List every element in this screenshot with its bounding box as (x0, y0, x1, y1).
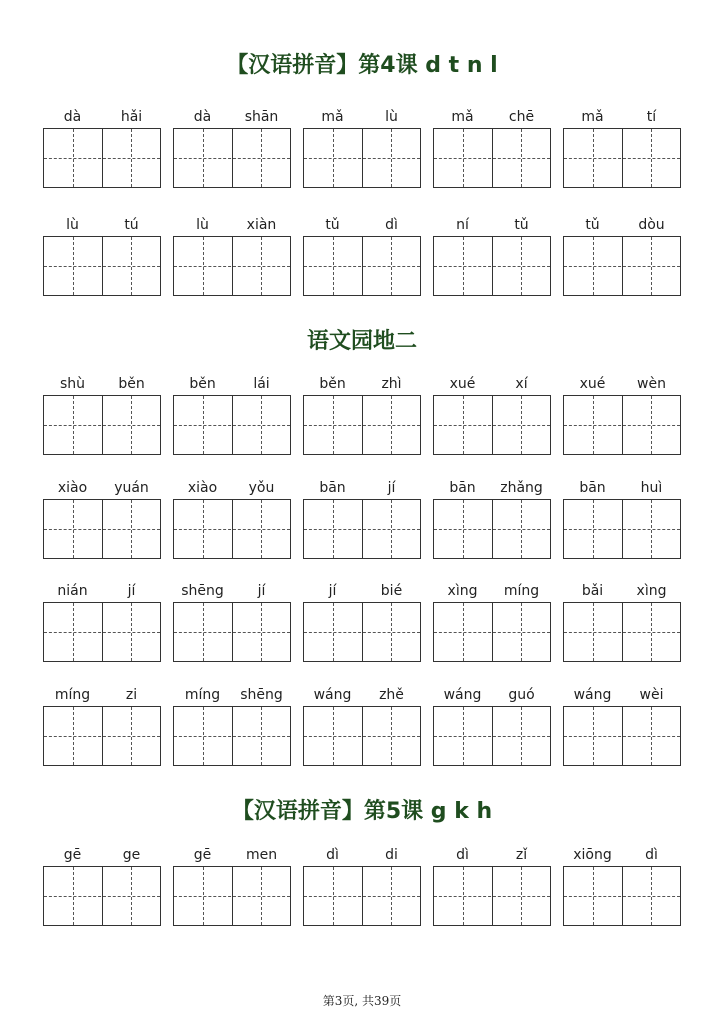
grid-guide-vertical (391, 396, 392, 454)
grid-guide-horizontal (44, 529, 160, 530)
grid-guide-vertical (73, 603, 74, 661)
pinyin-label: zhì (381, 376, 402, 392)
pinyin-label: lù (385, 109, 398, 125)
writing-grid[interactable] (43, 499, 161, 559)
grid-guide-vertical (73, 396, 74, 454)
pinyin-label: ní (456, 217, 469, 233)
section-title: 【汉语拼音】第4课 d t n l (226, 53, 498, 78)
exercise-row (0, 108, 724, 198)
grid-guide-vertical (391, 867, 392, 925)
grid-guide-horizontal (564, 266, 680, 267)
pinyin-label: xué (579, 376, 606, 392)
grid-guide-vertical (593, 129, 594, 187)
pinyin-label: běn (319, 376, 346, 392)
pinyin-label: wáng (443, 687, 482, 703)
grid-guide-vertical (651, 396, 652, 454)
writing-grid[interactable] (303, 602, 421, 662)
grid-guide-vertical (463, 396, 464, 454)
writing-grid[interactable] (303, 395, 421, 455)
grid-guide-horizontal (44, 266, 160, 267)
word-group (303, 479, 421, 569)
grid-guide-vertical (261, 129, 262, 187)
pinyin-label: zi (125, 687, 138, 703)
grid-guide-vertical (261, 603, 262, 661)
word-group (433, 479, 551, 569)
pinyin-label: xiōng (573, 847, 612, 863)
pinyin-label: wáng (573, 687, 612, 703)
grid-guide-vertical (261, 707, 262, 765)
pinyin-label: shù (59, 376, 86, 392)
grid-guide-horizontal (174, 896, 290, 897)
grid-guide-horizontal (564, 529, 680, 530)
grid-guide-vertical (521, 867, 522, 925)
writing-grid[interactable] (303, 499, 421, 559)
grid-guide-vertical (333, 603, 334, 661)
writing-grid[interactable] (43, 706, 161, 766)
grid-guide-vertical (131, 867, 132, 925)
pinyin-label: lái (253, 376, 270, 392)
grid-guide-vertical (261, 396, 262, 454)
exercise-row (0, 846, 724, 936)
grid-guide-vertical (463, 707, 464, 765)
word-group (173, 582, 291, 672)
word-group (173, 216, 291, 306)
grid-guide-horizontal (44, 632, 160, 633)
writing-grid[interactable] (563, 395, 681, 455)
grid-guide-vertical (651, 129, 652, 187)
grid-guide-vertical (203, 707, 204, 765)
pinyin-label: guó (508, 687, 535, 703)
grid-guide-horizontal (44, 425, 160, 426)
pinyin-label: yǒu (248, 480, 275, 496)
word-group (433, 686, 551, 776)
grid-guide-vertical (463, 500, 464, 558)
pinyin-label: dì (385, 217, 398, 233)
grid-guide-vertical (521, 500, 522, 558)
pinyin-label: bān (579, 480, 606, 496)
exercise-row (0, 686, 724, 776)
grid-guide-horizontal (564, 896, 680, 897)
grid-guide-vertical (131, 237, 132, 295)
writing-grid[interactable] (303, 706, 421, 766)
grid-guide-vertical (651, 237, 652, 295)
writing-grid[interactable] (173, 706, 291, 766)
pinyin-label: bān (319, 480, 346, 496)
pinyin-label: tí (646, 109, 657, 125)
pinyin-label: chē (508, 109, 535, 125)
pinyin-label: míng (184, 687, 221, 703)
grid-guide-vertical (203, 867, 204, 925)
grid-guide-vertical (203, 237, 204, 295)
pinyin-label: míng (54, 687, 91, 703)
word-group (433, 375, 551, 465)
writing-grid[interactable] (433, 395, 551, 455)
writing-grid[interactable] (563, 236, 681, 296)
writing-grid[interactable] (303, 128, 421, 188)
grid-guide-horizontal (434, 736, 550, 737)
grid-guide-horizontal (564, 632, 680, 633)
grid-guide-vertical (521, 396, 522, 454)
grid-guide-vertical (203, 129, 204, 187)
grid-guide-vertical (73, 867, 74, 925)
grid-guide-horizontal (564, 736, 680, 737)
pinyin-label: zhě (379, 687, 404, 703)
grid-guide-vertical (131, 129, 132, 187)
pinyin-label: zhǎng (500, 480, 543, 496)
grid-guide-vertical (391, 707, 392, 765)
grid-guide-vertical (593, 237, 594, 295)
grid-guide-horizontal (434, 632, 550, 633)
word-group (173, 375, 291, 465)
grid-guide-vertical (651, 867, 652, 925)
pinyin-label: dì (456, 847, 469, 863)
grid-guide-vertical (203, 500, 204, 558)
pinyin-label: lù (196, 217, 209, 233)
writing-grid[interactable] (43, 128, 161, 188)
pinyin-label: bié (380, 583, 403, 599)
grid-guide-horizontal (174, 632, 290, 633)
writing-grid[interactable] (173, 128, 291, 188)
pinyin-label: tǔ (585, 217, 600, 233)
pinyin-label: běn (189, 376, 216, 392)
grid-guide-vertical (261, 237, 262, 295)
writing-grid[interactable] (173, 602, 291, 662)
pinyin-label: shēng (181, 583, 224, 599)
writing-grid[interactable] (433, 706, 551, 766)
pinyin-label: wáng (313, 687, 352, 703)
page-footer: 第3页, 共39页 (322, 994, 402, 1008)
pinyin-label: huì (640, 480, 663, 496)
pinyin-label: tǔ (514, 217, 529, 233)
word-group (563, 582, 681, 672)
word-group (43, 375, 161, 465)
pinyin-label: jí (328, 583, 337, 599)
pinyin-label: mǎ (321, 109, 344, 125)
word-group (173, 686, 291, 776)
grid-guide-vertical (463, 867, 464, 925)
pinyin-label: xiàn (246, 217, 277, 233)
pinyin-label: xí (515, 376, 528, 392)
word-group (303, 108, 421, 198)
grid-guide-horizontal (304, 896, 420, 897)
word-group (43, 108, 161, 198)
writing-grid[interactable] (173, 236, 291, 296)
grid-guide-horizontal (434, 425, 550, 426)
word-group (43, 582, 161, 672)
word-group (43, 686, 161, 776)
word-group (563, 375, 681, 465)
word-group (433, 582, 551, 672)
grid-guide-horizontal (304, 632, 420, 633)
grid-guide-vertical (73, 500, 74, 558)
grid-guide-vertical (651, 500, 652, 558)
word-group (173, 108, 291, 198)
writing-grid[interactable] (303, 236, 421, 296)
pinyin-label: jí (127, 583, 136, 599)
writing-grid[interactable] (433, 499, 551, 559)
pinyin-label: dà (63, 109, 82, 125)
grid-guide-vertical (593, 867, 594, 925)
grid-guide-horizontal (174, 529, 290, 530)
writing-grid[interactable] (433, 602, 551, 662)
grid-guide-horizontal (304, 529, 420, 530)
pinyin-label: ge (122, 847, 141, 863)
grid-guide-vertical (131, 603, 132, 661)
writing-grid[interactable] (43, 602, 161, 662)
grid-guide-horizontal (174, 425, 290, 426)
pinyin-label: dòu (638, 217, 665, 233)
word-group (303, 686, 421, 776)
pinyin-label: jí (257, 583, 266, 599)
grid-guide-vertical (131, 500, 132, 558)
grid-guide-vertical (203, 603, 204, 661)
grid-guide-vertical (73, 707, 74, 765)
pinyin-label: xiào (187, 480, 218, 496)
grid-guide-horizontal (564, 158, 680, 159)
grid-guide-vertical (73, 237, 74, 295)
writing-grid[interactable] (563, 706, 681, 766)
writing-grid[interactable] (433, 128, 551, 188)
grid-guide-vertical (521, 237, 522, 295)
grid-guide-horizontal (434, 158, 550, 159)
pinyin-label: dì (326, 847, 339, 863)
grid-guide-horizontal (174, 736, 290, 737)
pinyin-label: míng (503, 583, 540, 599)
grid-guide-horizontal (304, 266, 420, 267)
pinyin-label: xìng (447, 583, 478, 599)
grid-guide-horizontal (44, 158, 160, 159)
grid-guide-vertical (73, 129, 74, 187)
writing-grid[interactable] (563, 602, 681, 662)
grid-guide-vertical (333, 867, 334, 925)
pinyin-label: mǎ (451, 109, 474, 125)
word-group (303, 582, 421, 672)
exercise-row (0, 582, 724, 672)
grid-guide-vertical (463, 603, 464, 661)
writing-grid[interactable] (173, 866, 291, 926)
grid-guide-vertical (391, 500, 392, 558)
pinyin-label: zǐ (515, 847, 528, 863)
writing-grid[interactable] (433, 236, 551, 296)
pinyin-label: jí (387, 480, 396, 496)
grid-guide-vertical (131, 396, 132, 454)
pinyin-label: lù (66, 217, 79, 233)
grid-guide-horizontal (434, 896, 550, 897)
section-title: 语文园地二 (306, 329, 417, 354)
writing-grid[interactable] (43, 236, 161, 296)
word-group (433, 216, 551, 306)
pinyin-label: men (245, 847, 278, 863)
word-group (303, 846, 421, 936)
writing-grid[interactable] (43, 395, 161, 455)
writing-grid[interactable] (563, 866, 681, 926)
word-group (173, 479, 291, 569)
grid-guide-vertical (391, 129, 392, 187)
pinyin-label: shēng (240, 687, 283, 703)
word-group (303, 216, 421, 306)
pinyin-label: bān (449, 480, 476, 496)
grid-guide-horizontal (174, 266, 290, 267)
grid-guide-vertical (333, 129, 334, 187)
pinyin-label: gē (63, 847, 82, 863)
writing-grid[interactable] (563, 499, 681, 559)
word-group (563, 479, 681, 569)
pinyin-label: hǎi (120, 109, 143, 125)
grid-guide-vertical (463, 237, 464, 295)
grid-guide-vertical (593, 396, 594, 454)
exercise-row (0, 375, 724, 465)
pinyin-label: tú (124, 217, 139, 233)
pinyin-label: xìng (636, 583, 667, 599)
grid-guide-horizontal (434, 266, 550, 267)
pinyin-label: nián (57, 583, 88, 599)
writing-grid[interactable] (43, 866, 161, 926)
pinyin-label: shān (244, 109, 279, 125)
grid-guide-vertical (521, 707, 522, 765)
word-group (563, 216, 681, 306)
grid-guide-vertical (333, 237, 334, 295)
grid-guide-vertical (333, 396, 334, 454)
word-group (563, 846, 681, 936)
pinyin-label: wèn (637, 376, 666, 392)
writing-grid[interactable] (173, 395, 291, 455)
writing-grid[interactable] (563, 128, 681, 188)
grid-guide-vertical (521, 603, 522, 661)
grid-guide-horizontal (434, 529, 550, 530)
grid-guide-horizontal (304, 736, 420, 737)
grid-guide-horizontal (174, 158, 290, 159)
grid-guide-vertical (391, 603, 392, 661)
word-group (43, 846, 161, 936)
writing-grid[interactable] (433, 866, 551, 926)
pinyin-label: gē (193, 847, 212, 863)
word-group (433, 108, 551, 198)
word-group (303, 375, 421, 465)
exercise-row (0, 479, 724, 569)
pinyin-label: dì (645, 847, 658, 863)
writing-grid[interactable] (303, 866, 421, 926)
grid-guide-horizontal (564, 425, 680, 426)
pinyin-label: dà (193, 109, 212, 125)
grid-guide-horizontal (44, 736, 160, 737)
grid-guide-vertical (261, 500, 262, 558)
grid-guide-vertical (593, 707, 594, 765)
exercise-row (0, 216, 724, 306)
word-group (433, 846, 551, 936)
grid-guide-vertical (131, 707, 132, 765)
pinyin-label: xué (449, 376, 476, 392)
grid-guide-vertical (333, 707, 334, 765)
grid-guide-horizontal (304, 158, 420, 159)
grid-guide-vertical (261, 867, 262, 925)
pinyin-label: běn (118, 376, 145, 392)
grid-guide-horizontal (44, 896, 160, 897)
grid-guide-vertical (333, 500, 334, 558)
word-group (43, 216, 161, 306)
grid-guide-vertical (593, 500, 594, 558)
word-group (43, 479, 161, 569)
grid-guide-vertical (391, 237, 392, 295)
word-group (563, 108, 681, 198)
pinyin-label: yuán (114, 480, 149, 496)
grid-guide-vertical (463, 129, 464, 187)
pinyin-label: di (385, 847, 398, 863)
pinyin-label: xiào (57, 480, 88, 496)
word-group (563, 686, 681, 776)
section-title: 【汉语拼音】第5课 g k h (231, 799, 493, 824)
grid-guide-vertical (651, 603, 652, 661)
grid-guide-vertical (593, 603, 594, 661)
pinyin-label: bǎi (581, 583, 604, 599)
word-group (173, 846, 291, 936)
grid-guide-horizontal (304, 425, 420, 426)
grid-guide-vertical (203, 396, 204, 454)
pinyin-label: wèi (639, 687, 664, 703)
pinyin-label: tǔ (325, 217, 340, 233)
writing-grid[interactable] (173, 499, 291, 559)
grid-guide-vertical (651, 707, 652, 765)
grid-guide-vertical (521, 129, 522, 187)
pinyin-label: mǎ (581, 109, 604, 125)
